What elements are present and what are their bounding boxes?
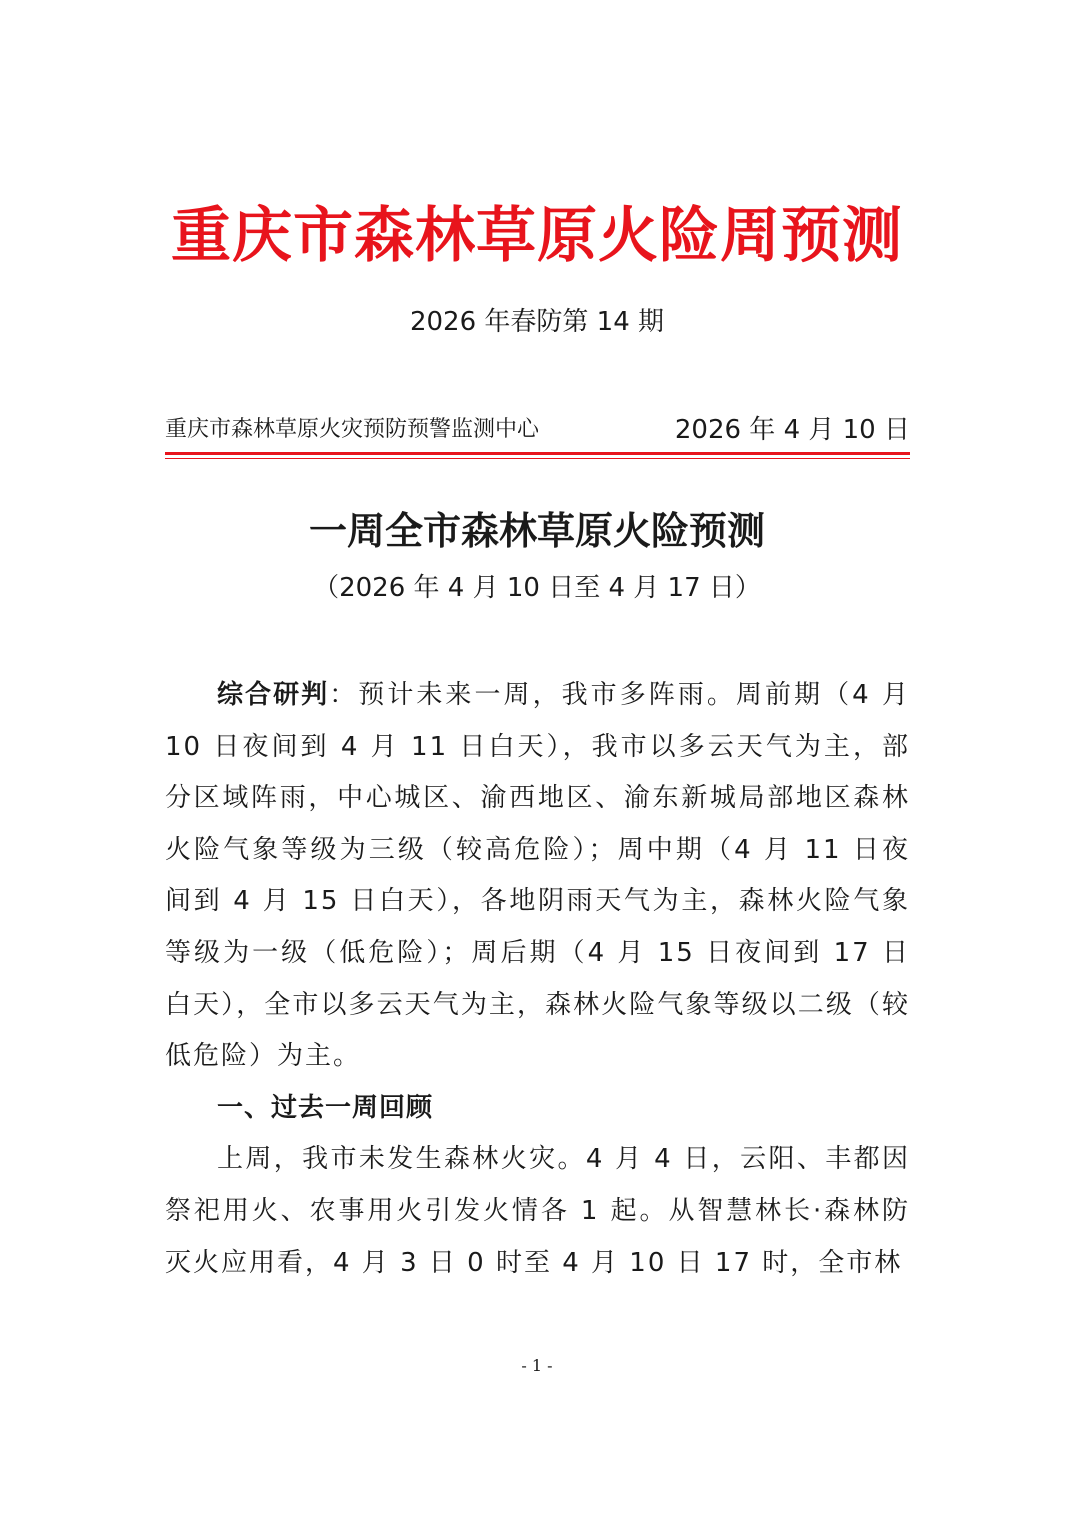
summary-text: ：预计未来一周，我市多阵雨。周前期（4 月 10 日夜间到 4 月 11 日白天），我市以多云天气为主，部分区域阵雨，中心城区、渝西地区、渝东新城局部地区森林火险气象等级为三级（较高危险）；周中期（4 月 11 日夜间到 4 月 15 日白天），各地阴雨天气为主，森林火险气象等级为一级（低危险）；周后期（4 月 15 日夜间到 17 日白天），全市以多云天气为主，森林火险气象等级以二级（较低危险）为主。 — [165, 680, 910, 1072]
page-number: - 1 - — [521, 1356, 553, 1375]
summary-paragraph — [165, 670, 910, 1083]
document-title: 重庆市森林草原火险周预测 — [171, 201, 903, 271]
issue-number: 2026 年春防第 14 期 — [409, 307, 665, 337]
red-divider-thick — [165, 452, 910, 455]
issue-date: 2026 年 4 月 10 日 — [674, 415, 910, 445]
forecast-title: 一周全市森林草原火险预测 — [308, 508, 765, 553]
issuer-header — [165, 410, 910, 450]
review-heading: 一、过去一周回顾 — [217, 1092, 434, 1123]
summary-label: 综合研判 — [217, 680, 330, 710]
issuer-name: 重庆市森林草原火灾预防预警监测中心 — [165, 417, 540, 442]
document-body — [165, 670, 910, 1289]
review-paragraph: 上周，我市未发生森林火灾。4 月 4 日，云阳、丰都因祭祀用火、农事用火引发火情各 1 起。从智慧林长·森林防灭火应用看，4 月 3 日 0 时至 4 月 10 日 17 时，全市林 — [165, 1144, 910, 1278]
forecast-date-range: （2026 年 4 月 10 日至 4 月 17 日） — [313, 573, 761, 603]
red-divider-thin — [165, 458, 910, 459]
